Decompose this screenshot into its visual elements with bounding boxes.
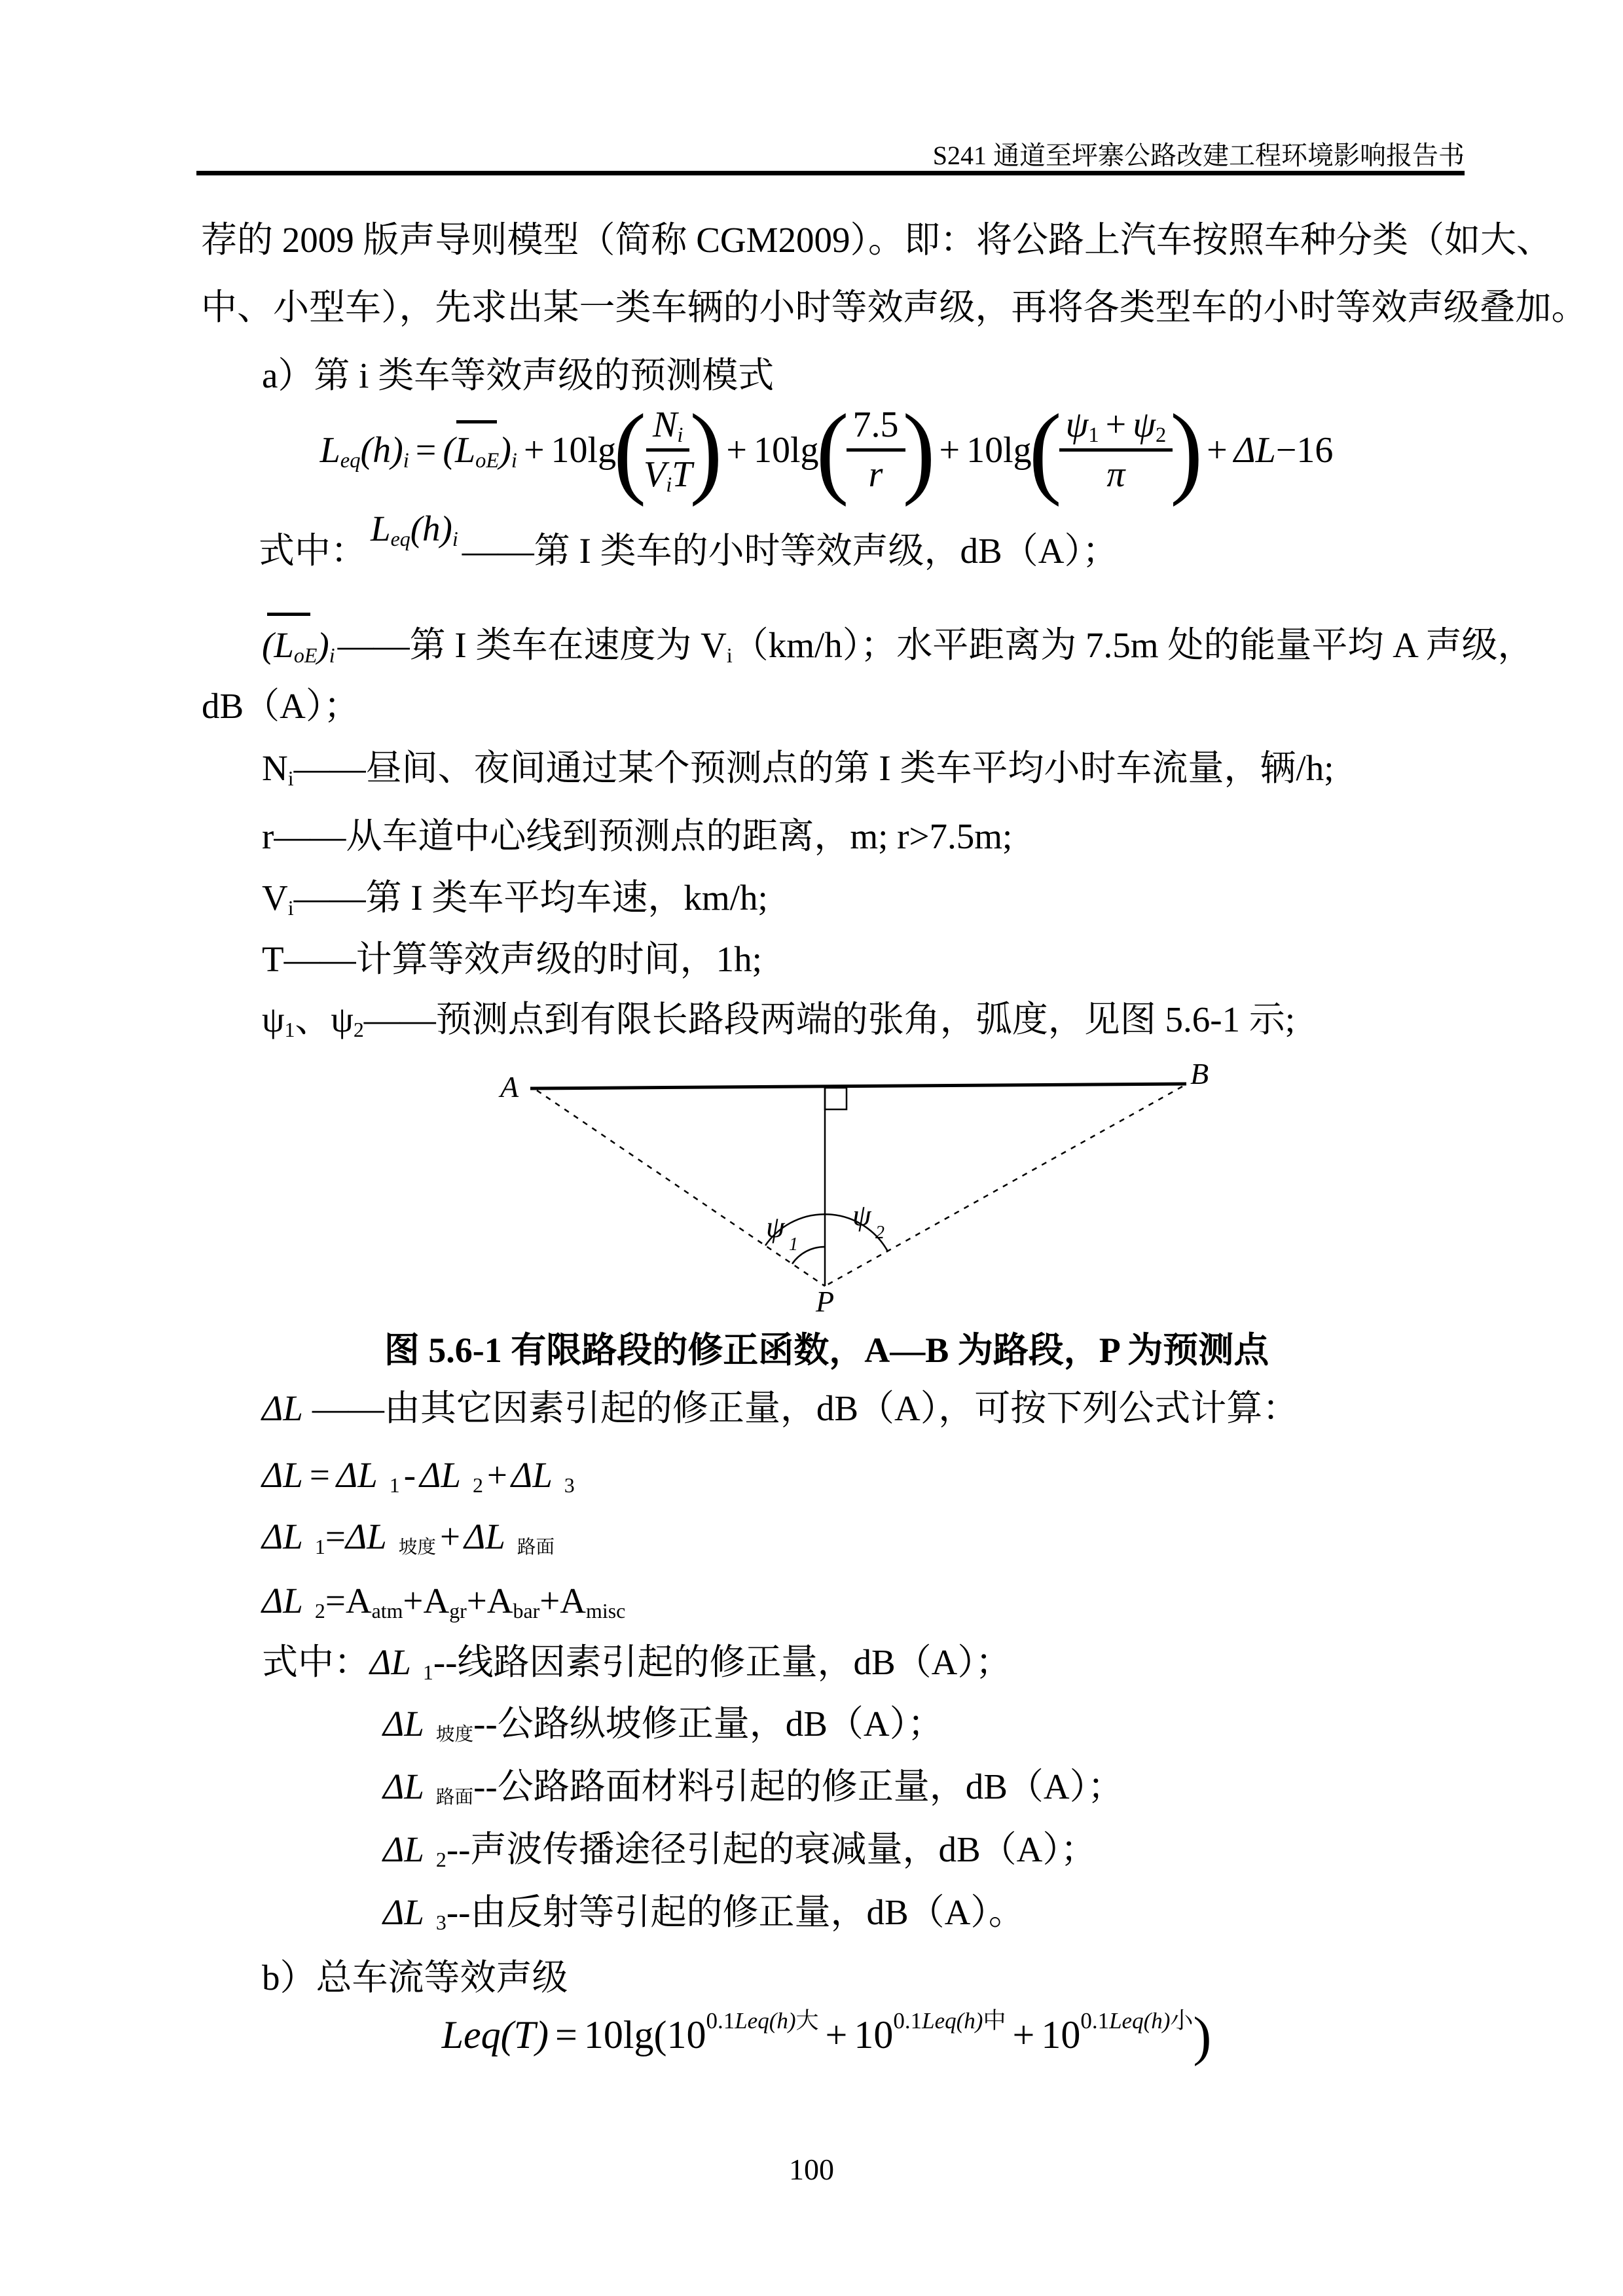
separator: -- bbox=[446, 1829, 471, 1869]
formula-token: ) bbox=[317, 625, 329, 665]
delta-l-term: ΔL bbox=[464, 1516, 505, 1556]
symbol: T bbox=[262, 939, 284, 979]
where-line-loe-cont: dB（A）； bbox=[202, 686, 360, 726]
plus-sign: + bbox=[825, 2013, 848, 2056]
equation-delta2 bbox=[262, 1579, 625, 1624]
label-psi1-sub: 1 bbox=[789, 1234, 798, 1255]
figure-caption: 图 5.6-1 有限路段的修正函数，A—B 为路段，P 为预测点 bbox=[384, 1331, 1269, 1370]
fraction-denominator: r bbox=[868, 454, 883, 495]
label-p: P bbox=[816, 1285, 835, 1316]
delta-l-term: ΔL bbox=[420, 1455, 461, 1495]
formula-token: 10 bbox=[666, 2013, 706, 2056]
formula-middle bbox=[720, 429, 818, 471]
segment-ab-line bbox=[530, 1084, 1186, 1088]
fraction-numerator: 7.5 bbox=[847, 406, 905, 452]
formula-token: 10 bbox=[854, 2013, 894, 2056]
label-psi2-sub: 2 bbox=[875, 1223, 884, 1243]
figure-5-6-1 bbox=[491, 1047, 1224, 1316]
plus-sign: + bbox=[1105, 404, 1127, 446]
long-dash: —— bbox=[283, 939, 356, 979]
symbol-sub: misc bbox=[586, 1599, 626, 1623]
symbol-sub: 路面 bbox=[435, 1787, 474, 1808]
equals-sign: = bbox=[415, 429, 437, 471]
delta-l-term: ΔL bbox=[383, 1892, 424, 1932]
symbol: N bbox=[262, 748, 288, 788]
definition-text: 第 I 类车平均车速，km/h; bbox=[365, 878, 768, 918]
symbol: A bbox=[486, 1581, 513, 1621]
formula-token: 10lg bbox=[754, 429, 819, 471]
formula-token: (h) bbox=[360, 429, 403, 471]
separator: 、 bbox=[295, 999, 331, 1039]
formula-token: −16 bbox=[1275, 429, 1334, 471]
figure-drawing bbox=[491, 1047, 1224, 1316]
definition-text: 计算等效声级的时间，1h; bbox=[356, 939, 762, 979]
definition-text: 由反射等引起的修正量，dB（A）。 bbox=[470, 1892, 1025, 1932]
label-psi2: ψ bbox=[852, 1198, 871, 1232]
delta-l-term: ΔL bbox=[262, 1455, 303, 1495]
formula-token: 1 bbox=[1088, 423, 1099, 448]
separator: -- bbox=[433, 1642, 458, 1682]
formula-token: eq bbox=[340, 448, 361, 473]
formula-token: Leq(h) bbox=[1109, 2008, 1171, 2034]
formula-token: ( bbox=[262, 625, 274, 665]
delta-l-term: ΔL bbox=[511, 1455, 553, 1495]
fraction-ni-vit bbox=[644, 404, 693, 497]
formula-token: L bbox=[319, 429, 340, 471]
plus-sign: + bbox=[439, 1516, 460, 1556]
symbol-sub: 1 bbox=[422, 1660, 433, 1684]
symbol-sub: 3 bbox=[564, 1473, 575, 1497]
where2-line-4 bbox=[383, 1827, 1097, 1873]
list-item-b: b）总车流等效声级 bbox=[262, 1958, 568, 1998]
symbol-sub: 坡度 bbox=[398, 1537, 436, 1558]
formula-token: 中 bbox=[983, 2008, 1006, 2034]
psi-symbol: ψ bbox=[262, 999, 285, 1039]
long-dash: —— bbox=[293, 748, 366, 788]
symbol-sub: 2 bbox=[353, 1018, 364, 1041]
long-dash: —— bbox=[462, 531, 534, 571]
psi-symbol: ψ bbox=[1133, 404, 1156, 446]
delta-l-term: ΔL bbox=[383, 1829, 424, 1869]
symbol-sub: i bbox=[287, 766, 294, 790]
definition-text: 声波传播途径引起的衰减量，dB（A）； bbox=[470, 1829, 1097, 1869]
where-prefix: 式中： bbox=[262, 1642, 371, 1682]
def-line-psi bbox=[262, 997, 1295, 1043]
formula-token: i bbox=[726, 643, 733, 667]
paragraph-line-2: 中、小型车），先求出某一类车辆的小时等效声级，再将各类型车的小时等效声级叠加。 bbox=[201, 287, 1588, 327]
definition-text: 第 I 类车的小时等效声级，dB（A）； bbox=[534, 531, 1118, 571]
where-line-loe bbox=[262, 623, 1534, 668]
separator: -- bbox=[473, 1704, 498, 1744]
long-dash: —— bbox=[293, 878, 366, 918]
formula-lhs bbox=[320, 429, 616, 471]
formula-token: Leq(h) bbox=[922, 2008, 983, 2034]
exponent bbox=[893, 2008, 1006, 2034]
symbol-sub: 2 bbox=[472, 1473, 483, 1497]
fraction-denominator bbox=[644, 452, 693, 497]
formula-token: T bbox=[672, 454, 693, 495]
label-b: B bbox=[1190, 1057, 1209, 1090]
symbol-sub: bar bbox=[513, 1599, 540, 1623]
symbol-sub: 1 bbox=[284, 1018, 295, 1041]
def-line-n bbox=[262, 746, 1334, 791]
formula-token: L bbox=[455, 429, 476, 471]
bp-dashed-line bbox=[825, 1086, 1182, 1286]
where2-line-1 bbox=[262, 1640, 1012, 1685]
where2-line-2 bbox=[383, 1702, 943, 1747]
symbol-sub: atm bbox=[371, 1599, 403, 1623]
header-rule bbox=[196, 171, 1465, 175]
loe-overline-term bbox=[455, 429, 499, 471]
psi-symbol: ψ bbox=[331, 999, 354, 1039]
long-dash: —— bbox=[274, 816, 346, 856]
def-line-t bbox=[262, 937, 762, 982]
page-number: 100 bbox=[789, 2153, 834, 2186]
delta-l-term: ΔL bbox=[1233, 429, 1276, 471]
formula-token: N bbox=[653, 404, 678, 446]
delta-l-term: ΔL bbox=[262, 1581, 303, 1621]
separator: -- bbox=[446, 1892, 471, 1932]
definition-text: 第 I 类车在速度为 V bbox=[409, 625, 727, 665]
plus-sign: + bbox=[466, 1581, 487, 1621]
formula-token: (T) bbox=[500, 2013, 549, 2056]
formula-token: L bbox=[371, 509, 391, 548]
formula-middle bbox=[932, 429, 1031, 471]
exponent bbox=[1080, 2008, 1193, 2034]
symbol-sub: 1 bbox=[389, 1473, 400, 1497]
def-line-v bbox=[262, 876, 768, 921]
formula-token: ) bbox=[499, 429, 511, 471]
equals-sign: = bbox=[555, 2013, 577, 2056]
delta-l-term: ΔL bbox=[383, 1704, 424, 1744]
formula-token: oE bbox=[475, 448, 500, 473]
label-a: A bbox=[500, 1070, 519, 1103]
definition-text: 预测点到有限长路段两端的张角，弧度，见图 5.6-1 示; bbox=[435, 999, 1296, 1039]
delta-l-term: ΔL bbox=[370, 1642, 411, 1682]
plus-sign: + bbox=[726, 429, 747, 471]
formula-token: eq bbox=[390, 527, 410, 550]
formula-token: 10 bbox=[1041, 2013, 1081, 2056]
formula-token: Leq bbox=[441, 2013, 501, 2056]
fraction-psi-pi bbox=[1059, 406, 1173, 494]
delta-l-term: ΔL bbox=[345, 1516, 387, 1556]
symbol: A bbox=[423, 1581, 450, 1621]
page-header-title: S241 通道至坪寨公路改建工程环境影响报告书 bbox=[932, 141, 1465, 170]
big-paren: ) bbox=[1193, 2006, 1212, 2067]
symbol-sub: 1 bbox=[314, 1535, 325, 1558]
def-line-r bbox=[262, 814, 1012, 859]
definition-text: 从车道中心线到预测点的距离，m; r>7.5m; bbox=[346, 816, 1013, 856]
formula-token: (h) bbox=[410, 509, 452, 548]
definition-text: 线路因素引起的修正量，dB（A）； bbox=[457, 1642, 1012, 1682]
definition-text: 公路纵坡修正量，dB（A）； bbox=[497, 1704, 944, 1744]
plus-sign: + bbox=[539, 1581, 560, 1621]
formula-token: 0.1 bbox=[1080, 2008, 1110, 2034]
fraction-75-r bbox=[847, 406, 905, 494]
equation-delta1 bbox=[262, 1515, 555, 1560]
pi-symbol: π bbox=[1106, 454, 1125, 495]
formula-token: 10lg bbox=[966, 429, 1032, 471]
symbol-sub: 2 bbox=[435, 1848, 447, 1871]
formula-token: V bbox=[644, 454, 666, 495]
symbol: A bbox=[345, 1581, 372, 1621]
plus-sign: + bbox=[486, 1455, 507, 1495]
label-psi1: ψ bbox=[766, 1210, 785, 1244]
delta-intro-line bbox=[262, 1386, 1298, 1431]
symbol-sub: 路面 bbox=[517, 1537, 555, 1558]
formula-token: 大 bbox=[795, 2008, 819, 2034]
separator: -- bbox=[473, 1767, 498, 1806]
formula-token: 小 bbox=[1170, 2008, 1194, 2034]
where2-line-5 bbox=[383, 1890, 1025, 1935]
symbol-sub: i bbox=[287, 896, 294, 920]
formula-leq-hourly: $L_{eq}(h)_i = (L_{oE})_i + 10\lg$ ( $\frac{N_i}{V_iT}$ ) + 10lg ( $\frac{7.5}{r}$ ) + 10lg ( $\frac{\psi_1 + \psi_2}{\pi}$ ) + ΔL−16 bbox=[319, 393, 1334, 507]
formula-token: ( bbox=[443, 429, 456, 471]
formula-token: 2 bbox=[1155, 423, 1167, 448]
symbol: A bbox=[560, 1581, 587, 1621]
formula-token: i bbox=[452, 527, 458, 550]
formula-leq-total bbox=[200, 2006, 1453, 2067]
formula-token: 10lg bbox=[583, 2013, 654, 2056]
leq-term bbox=[371, 507, 458, 552]
symbol-sub: 坡度 bbox=[435, 1725, 474, 1746]
formula-tail bbox=[1200, 429, 1333, 471]
symbol: r bbox=[262, 816, 274, 856]
symbol-sub: 2 bbox=[314, 1599, 325, 1623]
paragraph-line-1: 荐的 2009 版声导则模型（简称 CGM2009）。即：将公路上汽车按照车种分类（如大、 bbox=[201, 220, 1553, 260]
list-item-a: a）第 i 类车等效声级的预测模式 bbox=[262, 355, 775, 395]
long-dash: —— bbox=[312, 1388, 384, 1428]
delta-l-term: ΔL bbox=[336, 1455, 378, 1495]
equation-delta-sum bbox=[262, 1453, 575, 1498]
definition-text: （km/h）；水平距离为 7.5m 处的能量平均 A 声级， bbox=[732, 625, 1534, 665]
long-dash: —— bbox=[363, 999, 436, 1039]
formula-token: i bbox=[677, 423, 684, 448]
equals-sign: = bbox=[325, 1516, 346, 1556]
plus-sign: + bbox=[403, 1581, 424, 1621]
formula-token: 10lg bbox=[551, 429, 617, 471]
minus-sign: - bbox=[403, 1455, 416, 1495]
formula-token: i bbox=[511, 448, 517, 473]
definition-text: 由其它因素引起的修正量，dB（A），可按下列公式计算： bbox=[384, 1388, 1299, 1428]
delta-l-term: ΔL bbox=[262, 1388, 303, 1428]
equals-sign: = bbox=[309, 1455, 330, 1495]
where-line-leq bbox=[259, 509, 1118, 574]
plus-sign: + bbox=[939, 429, 960, 471]
ap-dashed-line bbox=[537, 1090, 825, 1286]
symbol-sub: 3 bbox=[435, 1910, 447, 1934]
formula-token: L bbox=[274, 625, 294, 665]
long-dash: —— bbox=[337, 625, 410, 665]
definition-text: 昼间、夜间通过某个预测点的第 I 类车平均小时车流量，辆/h; bbox=[365, 748, 1334, 788]
definition-text: 公路路面材料引起的修正量，dB（A）； bbox=[497, 1767, 1124, 1806]
right-angle-marker bbox=[825, 1088, 847, 1109]
plus-sign: + bbox=[1012, 2013, 1035, 2056]
formula-token: 0.1 bbox=[893, 2008, 922, 2034]
loe-term bbox=[262, 623, 335, 668]
formula-token: Leq(h) bbox=[735, 2008, 796, 2034]
symbol-sub: gr bbox=[449, 1599, 467, 1623]
delta-l-term: ΔL bbox=[383, 1767, 424, 1806]
formula-token: i bbox=[666, 473, 672, 497]
where-prefix: 式中： bbox=[259, 531, 367, 571]
exponent bbox=[706, 2008, 818, 2034]
formula-token: i bbox=[403, 448, 409, 473]
equals-sign: = bbox=[325, 1581, 346, 1621]
formula-token: 0.1 bbox=[706, 2008, 735, 2034]
fraction-numerator bbox=[646, 406, 689, 452]
formula-token: i bbox=[329, 643, 335, 667]
fraction-numerator bbox=[1059, 406, 1173, 452]
formula-token: ( bbox=[653, 2013, 667, 2056]
where2-line-3 bbox=[383, 1765, 1123, 1810]
psi-symbol: ψ bbox=[1065, 404, 1089, 446]
formula-token: oE bbox=[293, 643, 318, 667]
delta-l-term: ΔL bbox=[262, 1516, 303, 1556]
plus-sign: + bbox=[1207, 429, 1228, 471]
symbol: V bbox=[262, 878, 288, 918]
plus-sign: + bbox=[523, 429, 545, 471]
